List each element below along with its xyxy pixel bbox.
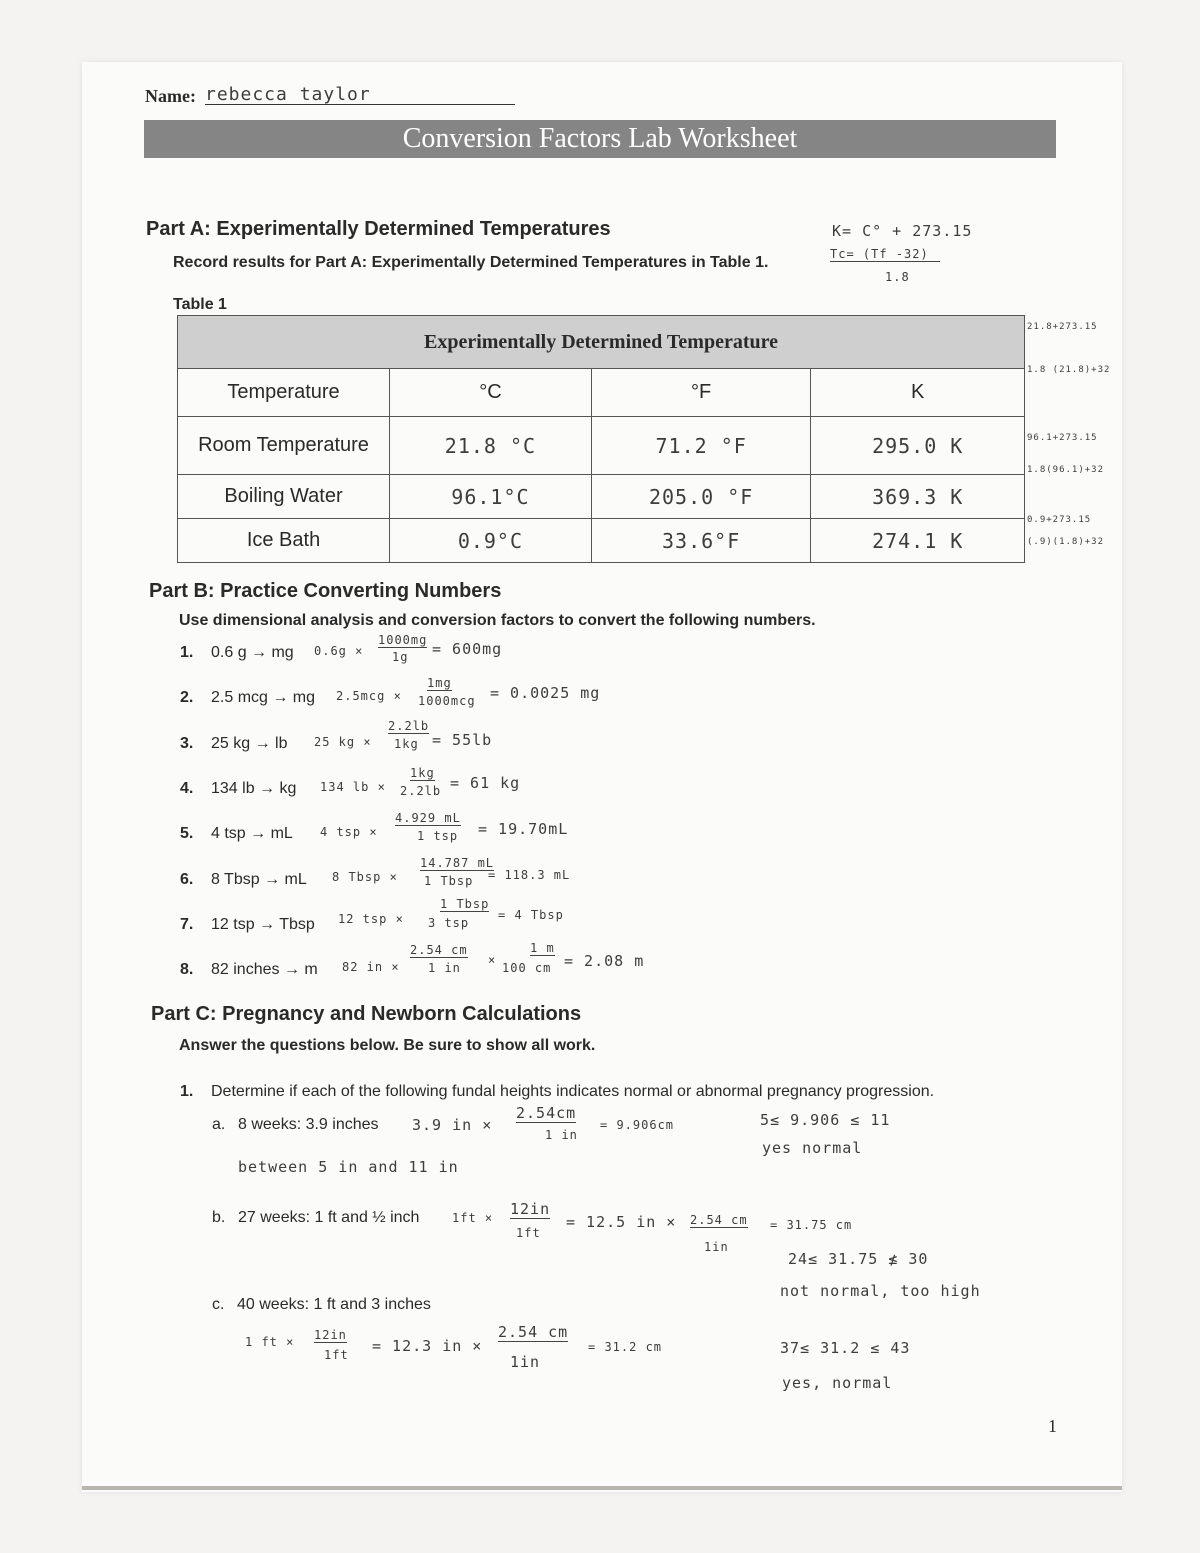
conversion-result: = 19.70mL — [478, 820, 569, 838]
cell-celsius: 96.1°C — [390, 475, 592, 519]
page-bottom-edge — [82, 1486, 1122, 1490]
student-name: rebecca taylor — [205, 84, 371, 105]
conversion-result: = 600mg — [432, 640, 503, 658]
intermediate-result: = 12.5 in × — [566, 1213, 677, 1231]
range-check: 37≤ 31.2 ≤ 43 — [780, 1339, 911, 1357]
fraction-numerator: 2.54 cm — [498, 1323, 569, 1341]
table-row — [178, 417, 1025, 475]
table-title: Experimentally Determined Temperature — [178, 316, 1025, 369]
conversion-result: = 61 kg — [450, 774, 521, 792]
fraction-numerator: 1 m — [530, 941, 555, 955]
margin-note: 21.8+273.15 — [1027, 322, 1098, 332]
sub-label: b. — [212, 1209, 226, 1226]
intermediate-result: = 12.3 in × — [372, 1337, 483, 1355]
conversion-result: = 118.3 mL — [488, 868, 571, 882]
multiply-sign: × — [488, 953, 497, 967]
cell-celsius: 0.9°C — [390, 519, 592, 563]
fraction-denominator: 1ft — [324, 1348, 349, 1362]
column-header-fahrenheit: °F — [591, 369, 811, 417]
cell-fahrenheit: 71.2 °F — [591, 417, 811, 475]
fraction-denominator: 2.2lb — [400, 784, 442, 798]
conversion-prompt: 2.5 mcg → mg — [211, 689, 316, 706]
work-start: 25 kg × — [314, 735, 372, 749]
part-c-instruction: Answer the questions below. Be sure to show all work. — [179, 1037, 596, 1054]
page-number: 1 — [1048, 1416, 1057, 1436]
conversion-prompt: 25 kg → lb — [211, 735, 288, 752]
conversion-prompt: 0.6 g → mg — [211, 644, 294, 661]
row-label: Ice Bath — [178, 519, 390, 563]
item-number: 4. — [180, 780, 194, 797]
range-note: between 5 in and 11 in — [238, 1158, 459, 1176]
fraction-numerator: 2.54cm — [516, 1104, 577, 1122]
fraction-numerator: 2.54 cm — [410, 943, 468, 957]
fraction-denominator: 100 cm — [502, 961, 552, 975]
conversion-result: = 9.906cm — [600, 1118, 675, 1132]
part-a-instruction: Record results for Part A: Experimentally Determined Temperatures in Table 1. — [173, 254, 769, 271]
conversion-prompt: 4 tsp → mL — [211, 825, 293, 842]
conversion-prompt: 82 inches → m — [211, 961, 318, 978]
conversion-result: = 55lb — [432, 731, 493, 749]
margin-note: 0.9+273.15 — [1027, 515, 1092, 525]
row-label: Boiling Water — [178, 475, 390, 519]
sub-label: a. — [212, 1116, 226, 1133]
work-start: 2.5mcg × — [336, 689, 402, 703]
work-start: 134 lb × — [320, 780, 386, 794]
fraction-denominator: 1 in — [545, 1128, 578, 1142]
verdict: yes normal — [762, 1139, 863, 1157]
fraction-denominator: 1g — [392, 650, 409, 664]
work-start: 8 Tbsp × — [332, 870, 398, 884]
fraction-denominator: 1in — [704, 1240, 729, 1254]
cell-celsius: 21.8 °C — [390, 417, 592, 475]
conversion-result: = 31.2 cm — [588, 1340, 663, 1354]
margin-note: (.9)(1.8)+32 — [1027, 537, 1105, 547]
cell-fahrenheit: 205.0 °F — [591, 475, 811, 519]
part-c-heading: Part C: Pregnancy and Newborn Calculations — [151, 1003, 582, 1025]
cell-kelvin: 369.3 K — [811, 475, 1025, 519]
sub-label: c. — [212, 1296, 225, 1313]
item-number: 6. — [180, 871, 194, 888]
work-start: 0.6g × — [314, 644, 364, 658]
row-label: Room Temperature — [178, 417, 390, 475]
name-label: Name: — [145, 86, 196, 106]
fraction-denominator: 3 tsp — [428, 916, 470, 930]
conversion-result: = 4 Tbsp — [498, 908, 564, 922]
fraction-numerator: 1kg — [410, 766, 435, 780]
fraction-denominator: 1 Tbsp — [424, 874, 474, 888]
conversion-result: = 31.75 cm — [770, 1218, 853, 1232]
item-number: 7. — [180, 916, 194, 933]
work-start: 82 in × — [342, 960, 400, 974]
sub-question-a: 8 weeks: 3.9 inches — [238, 1116, 379, 1133]
conversion-result: = 2.08 m — [564, 952, 645, 970]
cell-kelvin: 295.0 K — [811, 417, 1025, 475]
fraction-numerator: 12in — [510, 1200, 551, 1218]
conversion-prompt: 12 tsp → Tbsp — [211, 916, 315, 933]
margin-note: 1.8(96.1)+32 — [1027, 465, 1105, 475]
work-start: 4 tsp × — [320, 825, 378, 839]
table-label: Table 1 — [173, 296, 227, 313]
work-start: 1 ft × — [245, 1335, 295, 1349]
fraction-numerator: 14.787 mL — [420, 856, 495, 870]
item-number: 8. — [180, 961, 194, 978]
range-check: 24≤ 31.75 ≰ 30 — [788, 1250, 929, 1268]
column-header-temperature: Temperature — [178, 369, 390, 417]
fraction-numerator: 2.2lb — [388, 719, 430, 733]
temperature-table — [177, 315, 1025, 563]
worksheet-page — [82, 62, 1122, 1492]
work-start: 12 tsp × — [338, 912, 404, 926]
item-number: 5. — [180, 825, 194, 842]
range-check: 5≤ 9.906 ≤ 11 — [760, 1111, 891, 1129]
fraction-numerator: 1mg — [427, 676, 452, 690]
formula-celsius: Tc= (Tf -32) — [830, 247, 940, 262]
fraction-numerator: 12in — [314, 1328, 347, 1342]
sub-question-b: 27 weeks: 1 ft and ½ inch — [238, 1209, 420, 1226]
formula-celsius-denominator: 1.8 — [885, 270, 910, 284]
fraction-numerator: 1 Tbsp — [440, 897, 490, 911]
work-start: 3.9 in × — [412, 1116, 493, 1134]
fraction-denominator: 1 in — [428, 961, 461, 975]
table-row — [178, 519, 1025, 563]
fraction-denominator: 1ft — [516, 1226, 541, 1240]
table-row — [178, 475, 1025, 519]
conversion-prompt: 134 lb → kg — [211, 780, 297, 797]
part-b-heading: Part B: Practice Converting Numbers — [149, 580, 502, 602]
column-header-celsius: °C — [390, 369, 592, 417]
fraction-denominator: 1 tsp — [417, 829, 459, 843]
fraction-numerator: 2.54 cm — [690, 1213, 748, 1227]
fraction-numerator: 4.929 mL — [395, 811, 461, 825]
work-start: 1ft × — [452, 1211, 494, 1225]
fraction-denominator: 1000mcg — [418, 694, 476, 708]
column-header-kelvin: K — [811, 369, 1025, 417]
item-number: 1. — [180, 644, 194, 661]
worksheet-title: Conversion Factors Lab Worksheet — [144, 120, 1056, 158]
item-number: 2. — [180, 689, 194, 706]
verdict: yes, normal — [782, 1374, 893, 1392]
conversion-result: = 0.0025 mg — [490, 684, 601, 702]
margin-note: 1.8 (21.8)+32 — [1027, 365, 1111, 375]
fraction-denominator: 1in — [510, 1353, 541, 1371]
fraction-denominator: 1kg — [394, 737, 419, 751]
item-number: 1. — [180, 1083, 194, 1100]
conversion-prompt: 8 Tbsp → mL — [211, 871, 307, 888]
question-1: Determine if each of the following fundal heights indicates normal or abnormal pregnancy progression. — [211, 1083, 935, 1100]
part-a-heading: Part A: Experimentally Determined Temperatures — [146, 218, 611, 240]
sub-question-c: 40 weeks: 1 ft and 3 inches — [237, 1296, 431, 1313]
verdict: not normal, too high — [780, 1282, 981, 1300]
item-number: 3. — [180, 735, 194, 752]
cell-kelvin: 274.1 K — [811, 519, 1025, 563]
margin-note: 96.1+273.15 — [1027, 433, 1098, 443]
formula-kelvin: K= C° + 273.15 — [832, 222, 973, 240]
fraction-numerator: 1000mg — [378, 633, 428, 647]
part-b-instruction: Use dimensional analysis and conversion factors to convert the following numbers. — [179, 612, 816, 629]
cell-fahrenheit: 33.6°F — [591, 519, 811, 563]
